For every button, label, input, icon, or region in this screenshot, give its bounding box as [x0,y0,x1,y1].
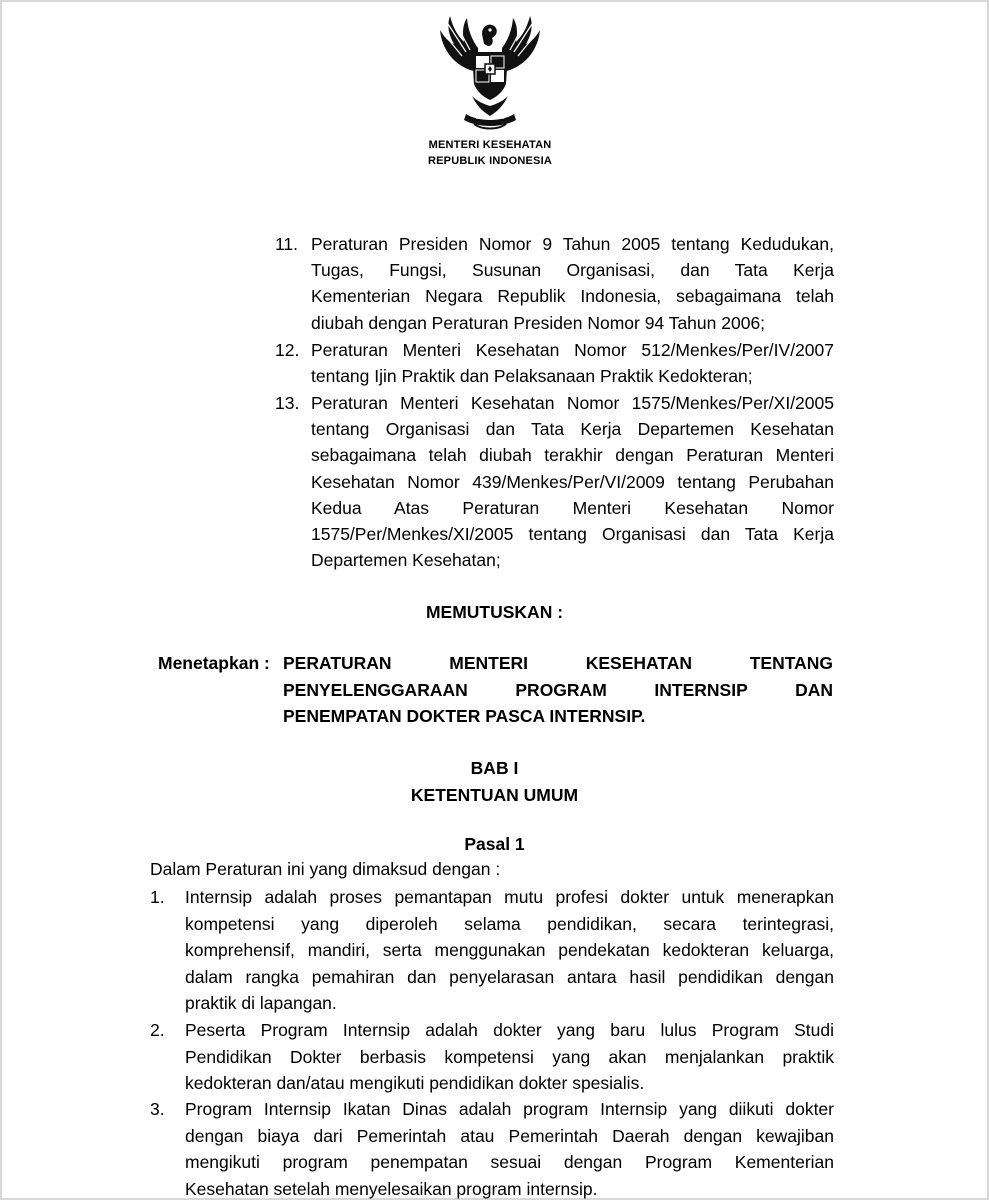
ministry-header [400,137,580,169]
text-line: PENYELENGGARAAN PROGRAM INTERNSIP DAN [283,677,833,704]
article-intro: Dalam Peraturan ini yang dimaksud dengan : [150,856,500,882]
text-line: tentang Ijin Praktik dan Pelaksanaan Praktik Kedokteran; [311,363,834,389]
item-number: 13. [275,390,299,416]
item-text [185,1017,834,1097]
decision-heading: MEMUTUSKAN : [0,602,989,623]
text-line: sebagaimana telah diubah terakhir dengan Peraturan Menteri [311,442,834,468]
chapter-number: BAB I [0,758,989,779]
text-line: dalam rangka pemahiran dan penyelarasan antara hasil pendidikan dengan [185,964,834,991]
text-line: Kementerian Negara Republik Indonesia, sebagaimana telah [311,283,834,309]
menetapkan-text [283,650,833,730]
item-number: 12. [275,337,299,363]
text-line: Peraturan Presiden Nomor 9 Tahun 2005 tentang Kedudukan, [311,231,834,257]
text-line: Peraturan Menteri Kesehatan Nomor 512/Menkes/Per/IV/2007 [311,337,834,363]
text-line: Pendidikan Dokter berbasis kompetensi yang akan menjalankan praktik [185,1044,834,1071]
text-line: diubah dengan Peraturan Presiden Nomor 94 Tahun 2006; [311,310,834,336]
text-line: praktik di lapangan. [185,990,834,1017]
text-line: Internsip adalah proses pemantapan mutu profesi dokter untuk menerapkan [185,884,834,911]
text-line: Program Internsip Ikatan Dinas adalah program Internsip yang diikuti dokter [185,1096,834,1123]
text-line: PENEMPATAN DOKTER PASCA INTERNSIP. [283,703,833,730]
item-text [185,1096,834,1202]
text-line: Peraturan Menteri Kesehatan Nomor 1575/Menkes/Per/XI/2005 [311,390,834,416]
article-title: Pasal 1 [0,834,989,855]
text-line: mengikuti program penempatan sesuai dengan Program Kementerian [185,1149,834,1176]
text-line: komprehensif, mandiri, serta menggunakan pendekatan kedokteran keluarga, [185,937,834,964]
item-number: 11. [275,231,298,257]
text-line: Departemen Kesehatan; [311,547,834,573]
text-line: dengan biaya dari Pemerintah atau Pemerintah Daerah dengan kewajiban [185,1123,834,1150]
text-line: kompetensi yang diperoleh selama pendidikan, secara terintegrasi, [185,911,834,938]
ministry-title: MENTERI KESEHATAN [400,137,580,153]
text-line: 1575/Per/Menkes/XI/2005 tentang Organisasi dan Tata Kerja [311,521,834,547]
text-line: tentang Organisasi dan Tata Kerja Departemen Kesehatan [311,416,834,442]
garuda-pancasila-emblem [432,12,548,134]
item-text [311,337,834,389]
item-text [185,884,834,1017]
menetapkan-label: Menetapkan : [158,650,270,677]
text-line: Peserta Program Internsip adalah dokter yang baru lulus Program Studi [185,1017,834,1044]
text-line: Kedua Atas Peraturan Menteri Kesehatan Nomor [311,495,834,521]
text-line: PERATURAN MENTERI KESEHATAN TENTANG [283,650,833,677]
chapter-title: KETENTUAN UMUM [0,785,989,806]
text-line: kedokteran dan/atau mengikuti pendidikan dokter spesialis. [185,1070,834,1097]
item-text [311,390,834,573]
text-line: Kesehatan Nomor 439/Menkes/Per/VI/2009 tentang Perubahan [311,469,834,495]
item-number: 3. [150,1096,165,1123]
republic-title: REPUBLIK INDONESIA [400,153,580,169]
item-text [311,231,834,336]
item-number: 2. [150,1017,165,1044]
item-number: 1. [150,884,165,911]
text-line: Tugas, Fungsi, Susunan Organisasi, dan Tata Kerja [311,257,834,283]
text-line: Kesehatan setelah menyelesaikan program internsip. [185,1176,834,1202]
